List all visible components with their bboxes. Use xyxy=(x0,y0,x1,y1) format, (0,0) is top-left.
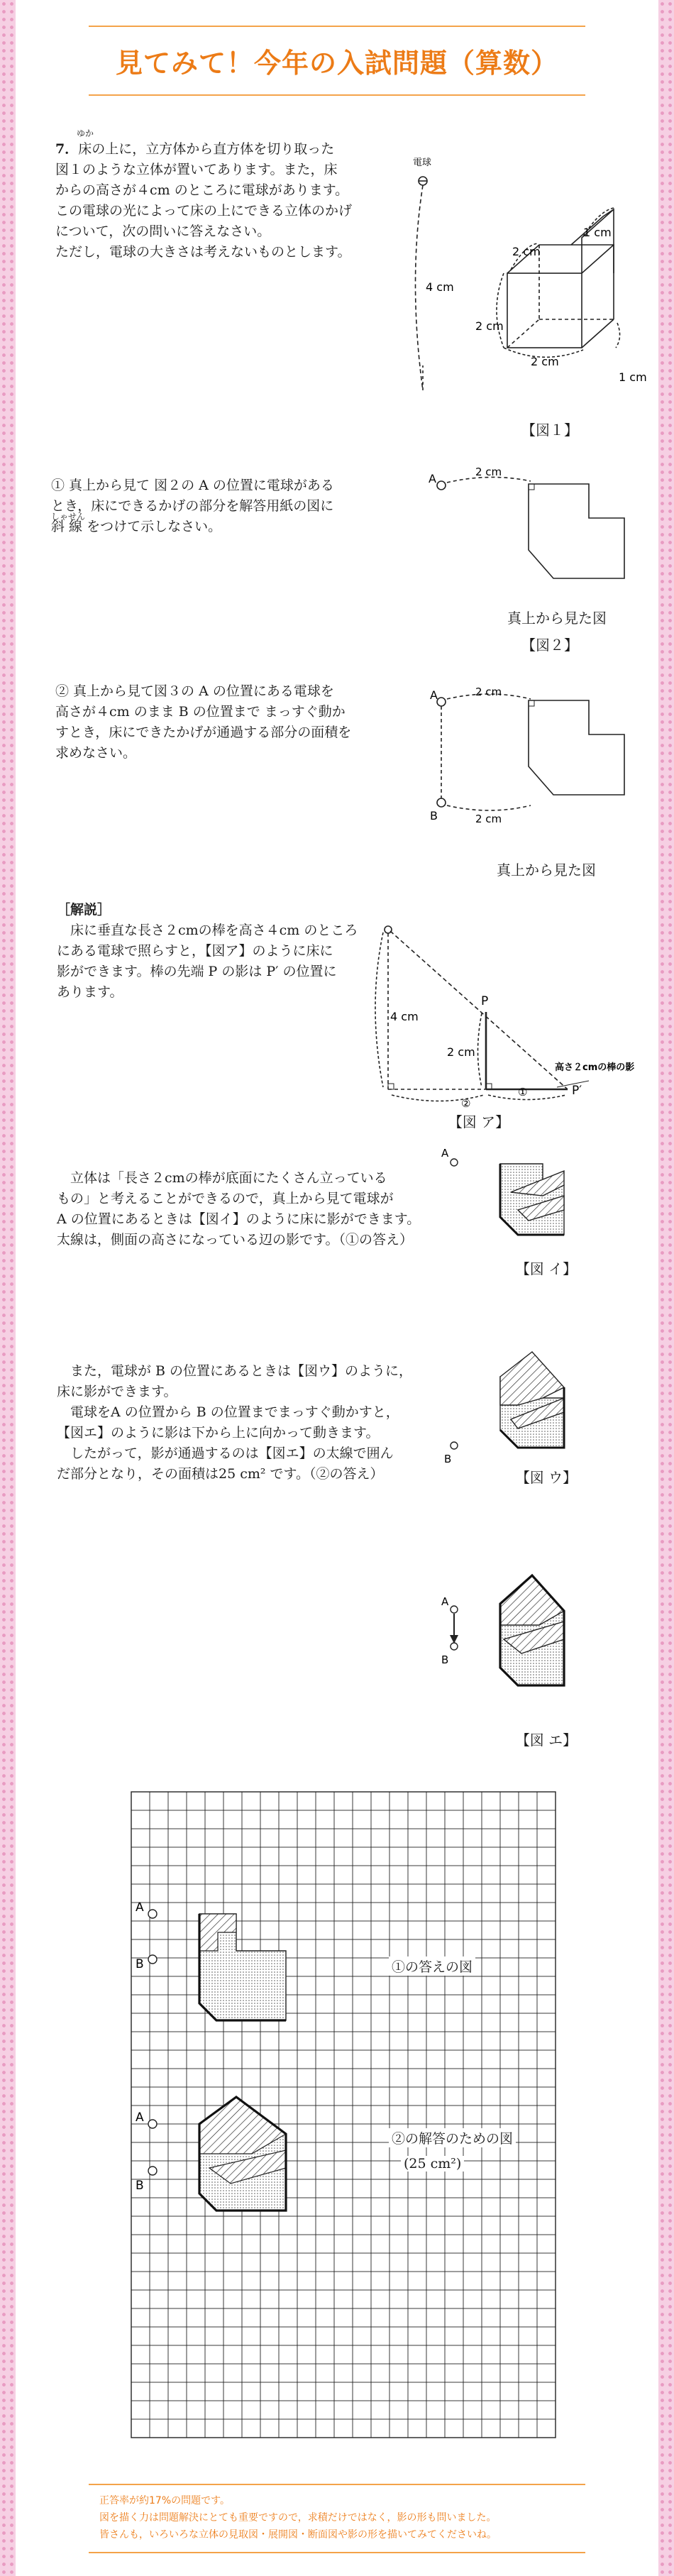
solution-p1-line-1: 床に垂直な長さ２cmの棒を高さ４cm のところ xyxy=(70,923,358,938)
fig3-subcaption: 真上から見た図 xyxy=(497,862,596,879)
solution-p3-line-2: 床に影ができます。 xyxy=(57,1384,177,1399)
problem-line-6: ただし，電球の大きさは考えないものとします。 xyxy=(55,244,351,260)
fig1-top-label: 2 cm xyxy=(512,245,541,258)
q2-line-4: 求めなさい。 xyxy=(55,745,137,761)
fig3-dist-bottom: 2 cm xyxy=(475,813,502,825)
fig1-height-label: 4 cm xyxy=(426,280,454,294)
solution-p2-line-1: 立体は「長さ２cmの棒が底面にたくさん立っている xyxy=(70,1170,387,1186)
grid-point-a-2: A xyxy=(136,2110,144,2125)
figure-2 xyxy=(426,461,639,582)
figE-point-b: B xyxy=(441,1653,449,1666)
solution-paragraph-3 xyxy=(57,1361,454,1485)
figA-point-p-prime: P′ xyxy=(572,1084,582,1098)
solution-p3-line-3: 電球をA の位置から B の位置までまっすぐ動かすと， xyxy=(70,1404,399,1420)
header-bottom-rule xyxy=(89,94,585,96)
solution-p2-line-2: もの」と考えることができるので，真上から見て電球が xyxy=(57,1191,394,1206)
footnote-top-rule xyxy=(89,2484,585,2485)
solution-p2-line-4: 太線は，側面の高さになっている辺の影です。（①の答え） xyxy=(57,1232,413,1248)
figI-point-a: A xyxy=(441,1147,449,1160)
figure-u xyxy=(433,1345,646,1465)
figA-caption: 【図 ア】 xyxy=(448,1113,510,1130)
grid-label-1: ①の答えの図 xyxy=(389,1956,475,1976)
figE-caption: 【図 エ】 xyxy=(515,1732,578,1749)
figA-circle-2: ② xyxy=(461,1097,471,1110)
fig3-point-b: B xyxy=(430,809,438,822)
problem-statement xyxy=(55,128,389,263)
footnote-line-1: 正答率が約17%の問題です。 xyxy=(99,2495,230,2506)
footnote-line-3: 皆さんも，いろいろな立体の見取図・展開図・断面図や影の形を描いてみてくださいね。 xyxy=(99,2529,497,2541)
figA-rod-label: 2 cm xyxy=(447,1045,475,1059)
solution-p3-line-1: また，電球が B の位置にあるときは【図ウ】のように， xyxy=(70,1363,413,1379)
fig3-dist-top: 2 cm xyxy=(475,686,502,698)
figA-height-label: 4 cm xyxy=(390,1010,419,1023)
q2-line-2: 高さが４cm のまま B の位置まで まっすぐ動か xyxy=(55,704,346,720)
fig1-side-label: 2 cm xyxy=(475,319,504,333)
q1-line-3: 斜 線 をつけて示しなさい。 xyxy=(51,519,222,534)
problem-number: 7． xyxy=(55,141,79,157)
figure-3 xyxy=(426,678,639,830)
figI-caption: 【図 イ】 xyxy=(515,1260,578,1277)
figE-point-a: A xyxy=(441,1595,449,1608)
figure-1 xyxy=(397,153,653,408)
grid-point-a-1: A xyxy=(136,1900,144,1915)
grid-label-2-area: (25 cm²) xyxy=(401,2156,464,2172)
figU-point-b: B xyxy=(444,1453,452,1465)
fig1-caption: 【図１】 xyxy=(521,422,578,439)
fig1-bottom-label: 2 cm xyxy=(531,355,559,368)
fig1-right-label: 1 cm xyxy=(619,370,647,384)
page-title: 見てみて！今年の入試問題（算数） xyxy=(115,48,558,79)
grid-point-b-1: B xyxy=(136,1957,144,1971)
left-decorative-border xyxy=(0,0,16,2576)
header-top-rule xyxy=(89,26,585,27)
figure-e xyxy=(433,1554,646,1703)
solution-heading: ［解説］ xyxy=(57,902,111,918)
solution-p3-line-4: 【図エ】のように影は下から上に向かって動きます。 xyxy=(57,1425,380,1441)
problem-line-5: について，次の問いに答えなさい。 xyxy=(55,224,271,239)
figA-shadow-label: 高さ２cmの棒の影 xyxy=(555,1062,635,1073)
solution-p1-line-4: あります。 xyxy=(57,984,123,1000)
footnote-bottom-rule xyxy=(89,2552,585,2553)
solution-paragraph-1 xyxy=(57,900,390,1003)
solution-p3-line-5: したがって，影が通過するのは【図エ】の太線で囲ん xyxy=(70,1446,394,1461)
answer-grid xyxy=(131,1792,556,2438)
problem-line-1: 床の上に，立方体から直方体を切り取った xyxy=(78,141,335,157)
ruby-yuka: ゆか xyxy=(77,128,94,138)
figure-i xyxy=(433,1143,646,1263)
q2-line-3: すとき，床にできたかげが通過する部分の面積を xyxy=(55,725,352,740)
fig1-bulb-label: 電球 xyxy=(413,158,432,168)
solution-p2-line-3: A の位置にあるときは【図イ】のように床に影ができます。 xyxy=(57,1211,421,1227)
figA-circle-1: ① xyxy=(518,1086,528,1099)
figA-point-p: P xyxy=(481,994,489,1008)
solution-paragraph-2 xyxy=(57,1168,454,1250)
question-2 xyxy=(55,681,396,764)
right-decorative-border xyxy=(658,0,674,2576)
fig2-point-a: A xyxy=(429,472,436,485)
q1-line-1: ① 真上から見て 図２の A の位置に電球がある xyxy=(51,478,334,493)
footnote xyxy=(99,2492,582,2543)
fig2-subcaption: 真上から見た図 xyxy=(507,610,607,627)
q1-line-2: とき，床にできるかげの部分を解答用紙の図に xyxy=(51,498,334,514)
q2-line-1: ② 真上から見て図３の A の位置にある電球を xyxy=(55,683,334,699)
fig3-point-a: A xyxy=(430,688,438,702)
grid-label-2: ②の解答のための図 xyxy=(389,2128,516,2147)
question-1 xyxy=(51,475,385,537)
problem-line-3: からの高さが４cm のところに電球があります。 xyxy=(55,182,349,198)
figU-caption: 【図 ウ】 xyxy=(515,1469,578,1486)
figure-a xyxy=(376,921,660,1110)
problem-line-4: この電球の光によって床の上にできる立体のかげ xyxy=(55,203,353,219)
ruby-shasen: しゃせん xyxy=(51,512,86,522)
grid-point-b-2: B xyxy=(136,2179,144,2193)
fig2-dist-label: 2 cm xyxy=(475,466,502,478)
fig2-caption: 【図２】 xyxy=(521,637,578,654)
problem-line-2: 図１のような立体が置いてあります。また，床 xyxy=(55,162,338,177)
footnote-line-2: 図を描く力は問題解決にとても重要ですので，求積だけではなく，影の形も問いました。 xyxy=(99,2512,497,2523)
solution-p3-line-6: だ部分となり，その面積は25 cm² です。（②の答え） xyxy=(57,1466,384,1482)
fig1-cut-label: 1 cm xyxy=(583,226,612,239)
solution-p1-line-2: にある電球で照らすと，【図ア】のように床に xyxy=(57,943,333,959)
solution-p1-line-3: 影ができます。棒の先端 P の影は P′ の位置に xyxy=(57,964,337,979)
